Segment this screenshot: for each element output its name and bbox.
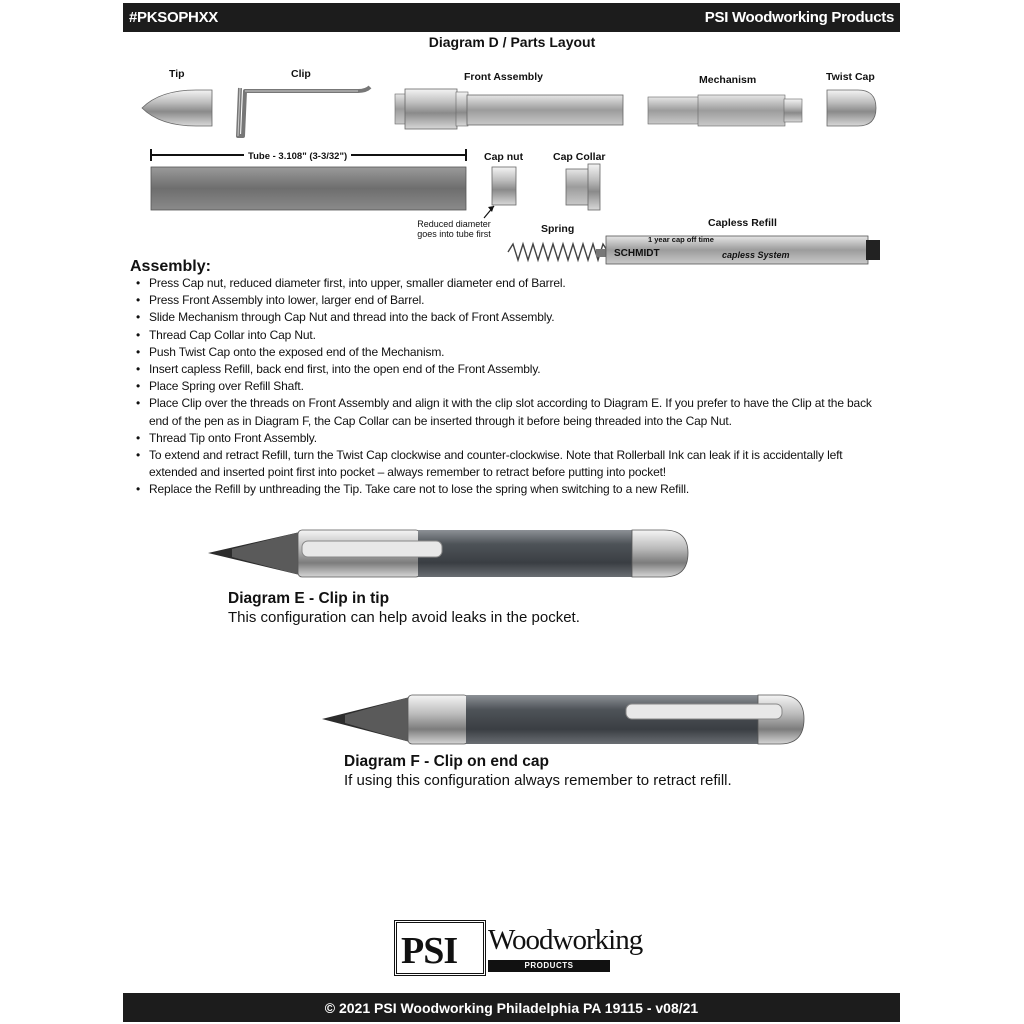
assembly-step: • Insert capless Refill, back end first, into the open end of the Front Assembly. (134, 361, 879, 378)
label-cap-nut: Cap nut (484, 151, 524, 163)
label-twist-cap: Twist Cap (826, 71, 875, 83)
psi-logo (394, 920, 643, 978)
label-tip: Tip (169, 68, 185, 80)
assembly-step: • Press Front Assembly into lower, larger end of Barrel. (134, 292, 879, 309)
diagram-f-text: If using this configuration always remember to retract refill. (344, 772, 732, 789)
diagram-f-title: Diagram F - Clip on end cap (344, 753, 549, 770)
pen-diagram-e (208, 530, 688, 577)
label-mechanism: Mechanism (699, 74, 757, 86)
pen-diagram-f (322, 695, 804, 744)
assembly-step: • To extend and retract Refill, turn the Twist Cap clockwise and counter-clockwise. Note that Rollerball Ink can leak if it is accidentally left extended and inserted point first into pocket – always remember to retract before putting into pocket! (134, 447, 879, 481)
assembly-step: • Press Cap nut, reduced diameter first, into upper, smaller diameter end of Barrel. (134, 275, 879, 292)
reduced-note-line-2: goes into tube first (417, 229, 491, 239)
label-cap-collar: Cap Collar (553, 151, 606, 163)
diagram-e-title: Diagram E - Clip in tip (228, 590, 390, 607)
assembly-step: • Place Spring over Refill Shaft. (134, 378, 879, 395)
assembly-title: Assembly: (130, 258, 211, 275)
refill-print-cap-off: 1 year cap off time (648, 235, 714, 244)
label-tube: Tube - 3.108" (3-3/32") (244, 151, 351, 162)
refill-print-capless: capless System (722, 250, 790, 260)
footer-bar (123, 993, 900, 1022)
assembly-step: • Thread Tip onto Front Assembly. (134, 430, 879, 447)
reduced-note-line-1: Reduced diameter (417, 219, 491, 229)
label-clip: Clip (291, 68, 311, 80)
logo-sub: PRODUCTS (488, 960, 610, 972)
logo-word: Woodworking (488, 924, 643, 956)
diagram-d-title: Diagram D / Parts Layout (428, 34, 596, 50)
label-front-assembly: Front Assembly (464, 71, 543, 83)
footer-text: © 2021 PSI Woodworking Philadelphia PA 19115 - v08/21 (324, 1000, 699, 1016)
label-capless-refill: Capless Refill (708, 217, 777, 229)
assembly-step: • Replace the Refill by unthreading the Tip. Take care not to lose the spring when switching to a new Refill. (134, 481, 879, 498)
logo-box (394, 920, 486, 976)
brand-name: PSI Woodworking Products (704, 9, 894, 26)
refill-print-schmidt: SCHMIDT (614, 248, 660, 259)
assembly-step: • Slide Mechanism through Cap Nut and thread into the back of Front Assembly. (134, 309, 879, 326)
diagram-e-text: This configuration can help avoid leaks in the pocket. (228, 609, 580, 626)
assembly-step: • Push Twist Cap onto the exposed end of the Mechanism. (134, 344, 879, 361)
sku-code: #PKSOPHXX (129, 9, 218, 26)
label-spring: Spring (541, 223, 575, 235)
assembly-step: • Thread Cap Collar into Cap Nut. (134, 327, 879, 344)
logo-mark: PSI (401, 930, 458, 972)
assembly-step: • Place Clip over the threads on Front Assembly and align it with the clip slot according to Diagram E. If you prefer to have the Clip at the back end of the pen as in Diagram F, the Cap Collar can be inserted through it before being threaded into the Cap Nut. (134, 395, 879, 429)
